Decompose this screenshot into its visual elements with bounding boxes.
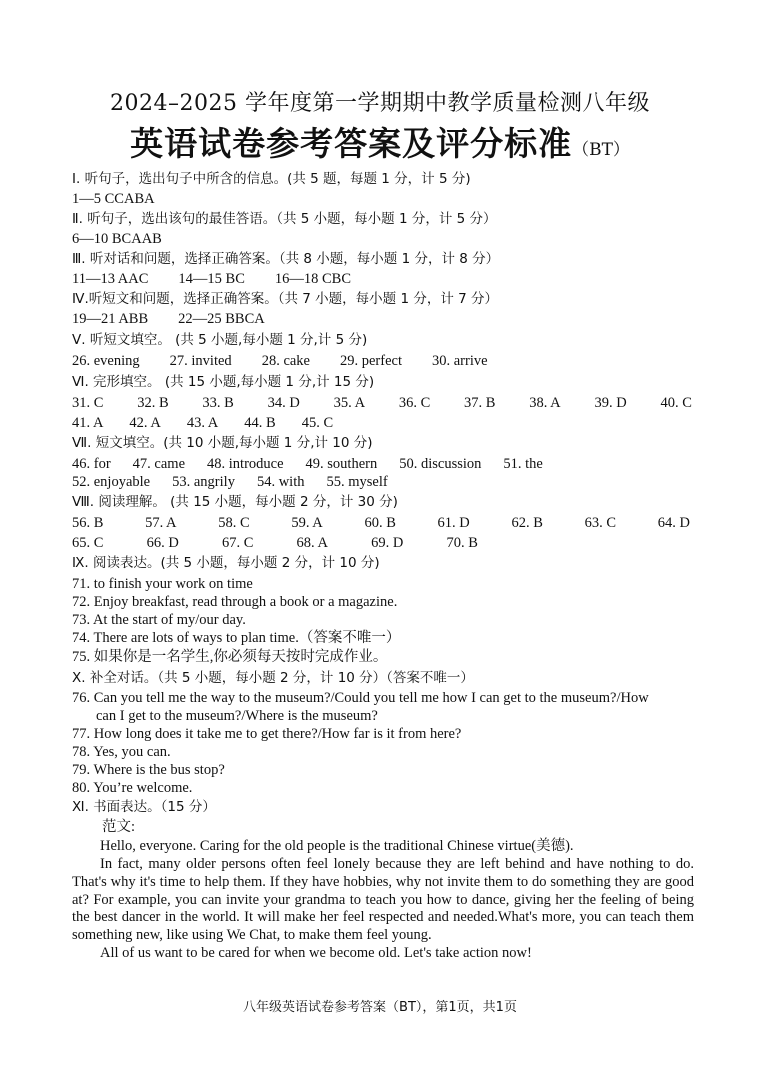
answer-item: 41. A: [72, 415, 104, 431]
answer-item: 43. A: [186, 415, 219, 431]
section-1-answer: 1—5 CCABA: [72, 191, 155, 207]
answer-item: 61. D: [437, 515, 470, 531]
answer-item: 47. came: [132, 456, 186, 472]
answer-item: 31. C: [72, 395, 104, 411]
answer-item: 53. angrily: [172, 474, 235, 490]
section-1-heading: Ⅰ. 听句子，选出句子中所含的信息。(共 5 题，每题 1 分，计 5 分): [72, 171, 471, 187]
answer-item: 51. the: [503, 456, 543, 472]
answer-item: 38. A: [529, 395, 561, 411]
section-6-row-1: [72, 394, 692, 412]
section-9-heading: Ⅸ. 阅读表达。(共 5 小题，每小题 2 分，计 10 分): [72, 555, 380, 571]
section-6-row-2: [72, 414, 333, 432]
section-3-heading: Ⅲ. 听对话和问题，选择正确答案。（共 8 小题，每小题 1 分，计 8 分）: [72, 251, 500, 267]
section-4-heading: Ⅳ.听短文和问题，选择正确答案。（共 7 小题，每小题 1 分，计 7 分）: [72, 291, 499, 307]
title-main: 英语试卷参考答案及评分标准: [130, 124, 573, 163]
answer-item: 52. enjoyable: [72, 474, 151, 490]
essay-paragraph-1: Hello, everyone. Caring for the old people is the traditional Chinese virtue(美德).: [100, 838, 574, 854]
answer-item: 67. C: [221, 535, 254, 551]
answer-item: 46. for: [72, 456, 111, 472]
answer-line: 73. At the start of my/our day.: [72, 612, 246, 628]
answer-item: 62. B: [511, 515, 543, 531]
answer-group: 11—13 AAC: [72, 271, 149, 287]
answer-line: 75. 如果你是一名学生,你必须每天按时完成作业。: [72, 649, 388, 665]
answer-item: 49. southern: [305, 456, 378, 472]
section-4-answers: [72, 310, 265, 328]
answer-item: 27. invited: [169, 353, 232, 369]
answer-item: 65. C: [72, 535, 104, 551]
section-5-answers: [72, 352, 488, 370]
answer-item: 66. D: [146, 535, 179, 551]
answer-group: 22—25 BBCA: [178, 311, 265, 327]
section-10-heading: Ⅹ. 补全对话。（共 5 小题，每小题 2 分，计 10 分）（答案不唯一）: [72, 670, 474, 686]
answer-item: 57. A: [145, 515, 177, 531]
answer-line: 72. Enjoy breakfast, read through a book or a magazine.: [72, 594, 398, 610]
section-7-heading: Ⅶ. 短文填空。(共 10 小题,每小题 1 分,计 10 分): [72, 435, 373, 451]
answer-item: 50. discussion: [399, 456, 482, 472]
section-8-row-2: [72, 534, 478, 552]
answer-item: 34. D: [267, 395, 300, 411]
section-2-heading: Ⅱ. 听句子，选出该句的最佳答语。（共 5 小题，每小题 1 分，计 5 分）: [72, 211, 497, 227]
answer-item: 26. evening: [72, 353, 140, 369]
answer-line-continued: can I get to the museum?/Where is the museum?: [96, 708, 378, 724]
exam-header-line: 2024–2025 学年度第一学期期中教学质量检测八年级: [110, 91, 650, 116]
section-7-row-1: [72, 455, 543, 473]
section-2-answer: 6—10 BCAAB: [72, 231, 162, 247]
answer-line: 80. You’re welcome.: [72, 780, 193, 796]
answer-item: 70. B: [446, 535, 478, 551]
answer-item: 33. B: [202, 395, 234, 411]
answer-group: 19—21 ABB: [72, 311, 149, 327]
answer-item: 59. A: [291, 515, 323, 531]
answer-item: 42. A: [129, 415, 161, 431]
answer-item: 30. arrive: [432, 353, 488, 369]
answer-line: 76. Can you tell me the way to the museum?/Could you tell me how I can get to the museum?/How: [72, 690, 649, 706]
answer-line: 74. There are lots of ways to plan time.（答案不唯一）: [72, 630, 401, 646]
essay-paragraph-2: In fact, many older persons often feel lonely because they are left behind and have nothing to do. That's why it's time to help them. If they have hobbies, why not invite them to do something they are good at? For example, you can invite your grandma to teach you how to dance, giving her the feeling of being the best dancer in the world. It will make her feel respected and needed.What's more, you can teach them something new, like using We Chat, to make them feel young.: [72, 856, 694, 944]
answer-item: 58. C: [218, 515, 250, 531]
answer-item: 36. C: [398, 395, 431, 411]
answer-item: 68. A: [296, 535, 328, 551]
answer-item: 55. myself: [326, 474, 388, 490]
answer-group: 14—15 BC: [178, 271, 245, 287]
answer-item: 48. introduce: [207, 456, 284, 472]
answer-group: 16—18 CBC: [274, 271, 352, 287]
answer-item: 32. B: [137, 395, 169, 411]
section-3-answers: [72, 270, 351, 288]
answer-item: 63. C: [584, 515, 616, 531]
section-8-heading: Ⅷ. 阅读理解。 (共 15 小题，每小题 2 分，计 30 分): [72, 494, 398, 510]
answer-line: 79. Where is the bus stop?: [72, 762, 225, 778]
section-8-row-1: [72, 514, 690, 532]
answer-item: 54. with: [256, 474, 305, 490]
document-title: [0, 118, 760, 165]
answer-item: 40. C: [660, 395, 692, 411]
answer-item: 28. cake: [261, 353, 310, 369]
section-11-heading: Ⅺ. 书面表达。（15 分）: [72, 799, 216, 815]
answer-item: 45. C: [301, 415, 334, 431]
answer-line: 78. Yes, you can.: [72, 744, 171, 760]
answer-item: 69. D: [371, 535, 404, 551]
answer-item: 35. A: [333, 395, 366, 411]
page-footer: 八年级英语试卷参考答案（BT），第1页，共1页: [243, 1000, 517, 1015]
section-7-row-2: [72, 473, 388, 491]
answer-line: 77. How long does it take me to get there?/How far is it from here?: [72, 726, 462, 742]
section-6-heading: Ⅵ. 完形填空。 (共 15 小题,每小题 1 分,计 15 分): [72, 374, 375, 390]
answer-item: 37. B: [464, 395, 496, 411]
answer-line: 71. to finish your work on time: [72, 576, 253, 592]
answer-item: 64. D: [657, 515, 690, 531]
answer-item: 29. perfect: [340, 353, 402, 369]
section-5-heading: Ⅴ. 听短文填空。 (共 5 小题,每小题 1 分,计 5 分): [72, 332, 368, 348]
answer-item: 56. B: [72, 515, 104, 531]
answer-item: 44. B: [244, 415, 276, 431]
answer-item: 60. B: [364, 515, 396, 531]
answer-item: 39. D: [594, 395, 627, 411]
sample-essay-label: 范文:: [102, 819, 136, 835]
essay-paragraph-3: All of us want to be cared for when we become old. Let's take action now!: [100, 945, 532, 961]
title-suffix: （BT）: [572, 140, 630, 160]
